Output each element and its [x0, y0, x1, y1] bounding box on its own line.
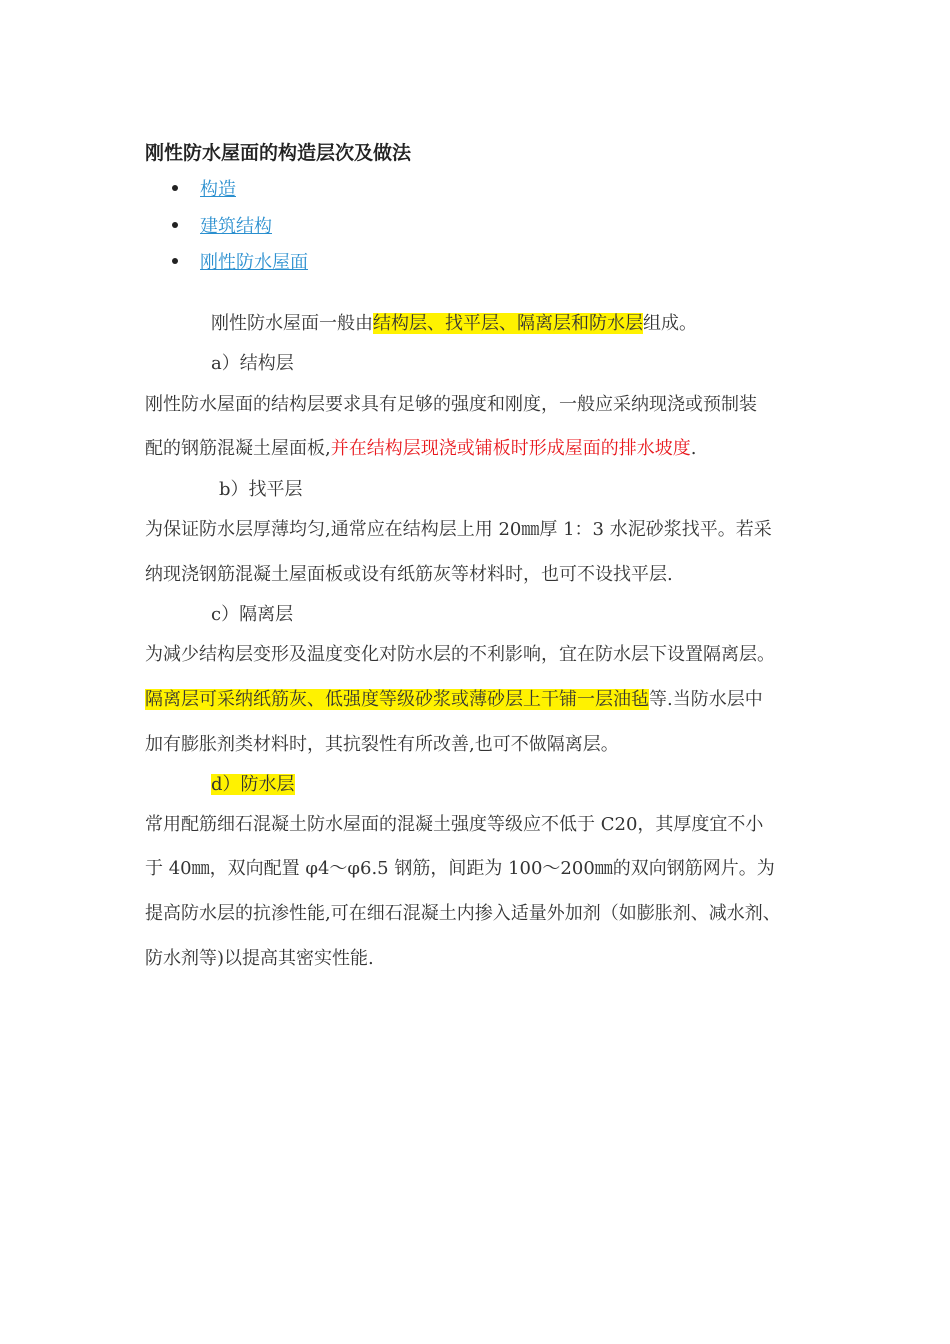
- tag-link-jianzhu-jiegou[interactable]: 建筑结构: [200, 216, 272, 237]
- bullet-icon: [172, 258, 178, 264]
- bullet-icon: [172, 222, 178, 228]
- section-c-text: 等.当防水层中: [649, 689, 763, 710]
- tag-link-gangxing-fangshui-wumian[interactable]: 刚性防水屋面: [200, 252, 308, 273]
- section-d-heading: [211, 770, 295, 796]
- section-b-line-1: 为保证防水层厚薄均匀,通常应在结构层上用 20㎜厚 1：3 水泥砂浆找平。若采: [145, 519, 772, 540]
- page-title: 刚性防水屋面的构造层次及做法: [145, 142, 412, 164]
- tag-item: [172, 212, 272, 238]
- section-a-text: 配的钢筋混凝土屋面板,: [145, 438, 331, 459]
- bullet-icon: [172, 185, 178, 191]
- tag-item: [172, 248, 308, 274]
- section-a-heading: a）结构层: [211, 353, 294, 374]
- section-a-line-2: [145, 434, 696, 460]
- intro-paragraph: [211, 309, 697, 335]
- tag-link-gouzao[interactable]: 构造: [200, 179, 236, 200]
- intro-text-end: 组成。: [643, 313, 697, 334]
- section-a-line-1: 刚性防水屋面的结构层要求具有足够的强度和刚度，一般应采纳现浇或预制装: [145, 394, 757, 415]
- section-d-heading-highlight: d）防水层: [211, 774, 295, 795]
- section-d-line-3: 提高防水层的抗渗性能,可在细石混凝土内掺入适量外加剂（如膨胀剂、减水剂、: [145, 903, 781, 924]
- section-b-line-2: 纳现浇钢筋混凝土屋面板或设有纸筋灰等材料时，也可不设找平层.: [145, 564, 673, 585]
- intro-highlight: 结构层、找平层、隔离层和防水层: [373, 313, 643, 334]
- section-d-line-1: 常用配筋细石混凝土防水屋面的混凝土强度等级应不低于 C20，其厚度宜不小: [145, 814, 764, 835]
- section-a-text-end: .: [690, 438, 697, 459]
- section-c-heading: c）隔离层: [211, 604, 294, 625]
- section-c-line-2: [145, 685, 763, 711]
- section-c-line-3: 加有膨胀剂类材料时，其抗裂性有所改善,也可不做隔离层。: [145, 734, 619, 755]
- section-d-line-4: 防水剂等)以提高其密实性能.: [145, 948, 374, 969]
- section-b-heading: b）找平层: [219, 479, 303, 500]
- section-d-line-2: 于 40㎜，双向配置 φ4～φ6.5 钢筋，间距为 100～200㎜的双向钢筋网片。为: [145, 858, 775, 879]
- intro-text: 刚性防水屋面一般由: [211, 313, 373, 334]
- section-c-line-1: 为减少结构层变形及温度变化对防水层的不利影响，宜在防水层下设置隔离层。: [145, 644, 775, 665]
- section-a-red-emphasis: 并在结构层现浇或铺板时形成屋面的排水坡度: [330, 438, 691, 459]
- section-c-highlight: 隔离层可采纳纸筋灰、低强度等级砂浆或薄砂层上干铺一层油毡: [145, 689, 649, 710]
- tag-item: [172, 175, 236, 201]
